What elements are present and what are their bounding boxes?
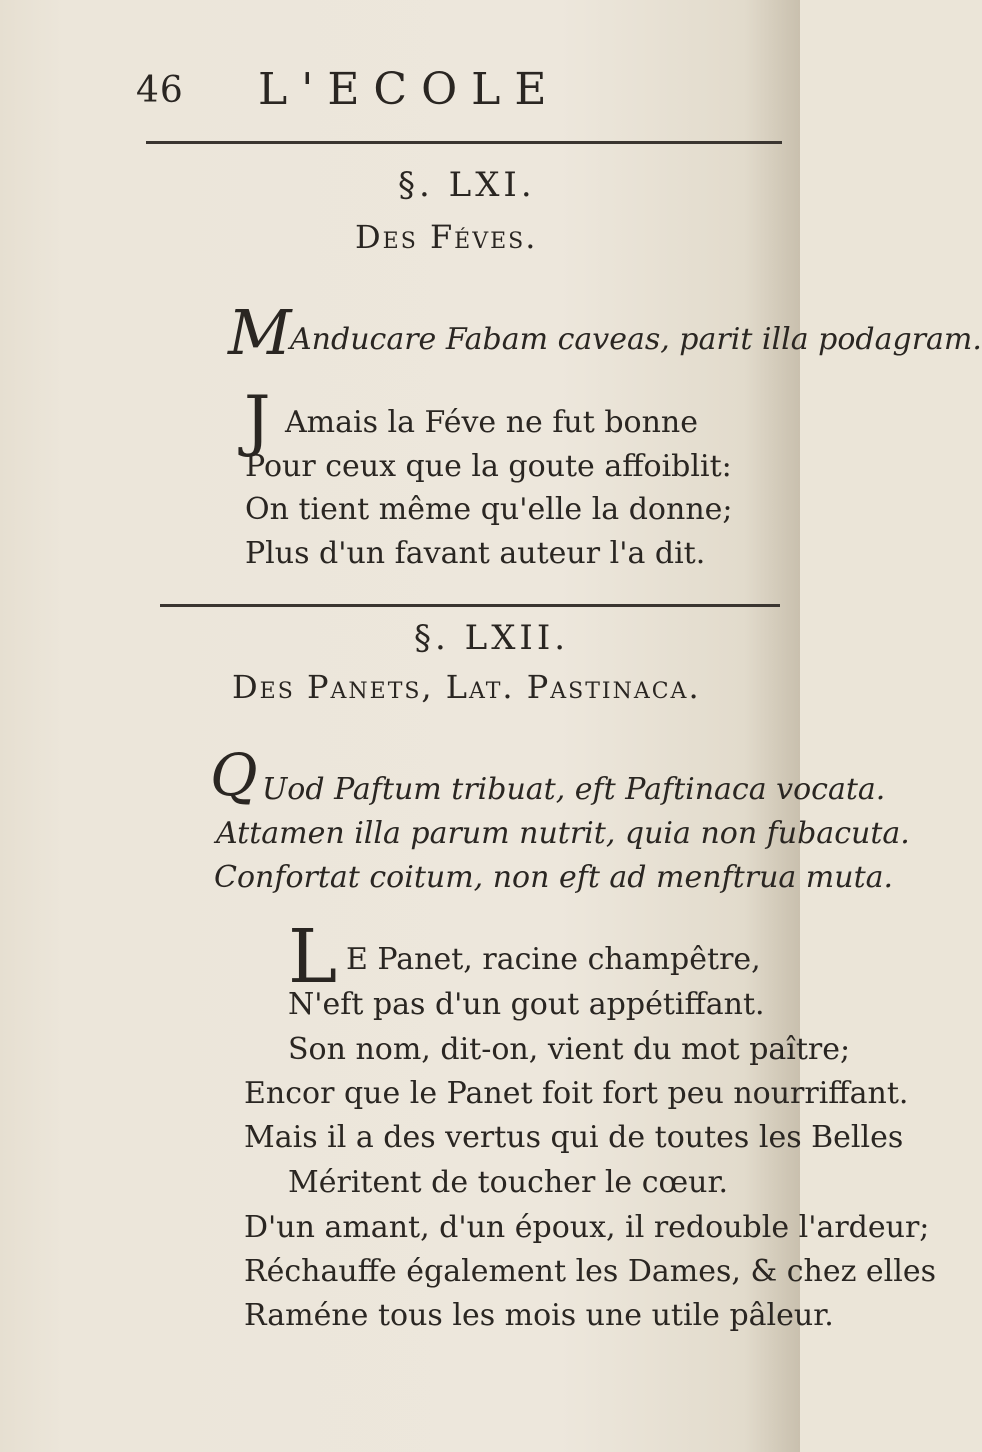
verse-line: Réchauffe également les Dames, & chez elles: [244, 1254, 937, 1289]
verse-line: D'un amant, d'un époux, il redouble l'ardeur;: [244, 1210, 930, 1245]
verse-line: Amais la Féve ne fut bonne: [285, 405, 698, 440]
verse-line: N'eft pas d'un gout appétiffant.: [288, 987, 765, 1022]
verse-line: Plus d'un favant auteur l'a dit.: [245, 536, 706, 571]
verse-initial-j: J: [244, 382, 271, 459]
verse-initial-l: L: [288, 914, 338, 1000]
verse-line: Méritent de toucher le cœur.: [288, 1165, 729, 1200]
latin-initial-m: M: [228, 296, 292, 369]
latin-initial-q: Q: [210, 741, 258, 809]
latin-line: Anducare Fabam caveas, parit illa podagram.: [290, 322, 982, 357]
header-rule: [146, 141, 782, 144]
section-number-lxi: §. LXI.: [398, 165, 536, 205]
verse-line: Mais il a des vertus qui de toutes les Belles: [244, 1120, 904, 1155]
latin-line: Confortat coitum, non eft ad menftrua muta.: [214, 860, 894, 895]
verse-line: On tient même qu'elle la donne;: [245, 492, 733, 527]
verse-line: E Panet, racine champêtre,: [346, 942, 761, 977]
verse-line: Pour ceux que la goute affoiblit:: [245, 449, 732, 484]
latin-line: Attamen illa parum nutrit, quia non fubacuta.: [216, 816, 910, 851]
verse-line: Raméne tous les mois une utile pâleur.: [244, 1298, 834, 1333]
section-title-panets: Des Panets, Lat. Pastinaca.: [232, 668, 701, 706]
running-head: L'ECOLE: [258, 64, 561, 115]
verse-line: Son nom, dit-on, vient du mot paître;: [288, 1032, 851, 1067]
verse-line: Encor que le Panet foit fort peu nourriffant.: [244, 1076, 909, 1111]
latin-line: Uod Paftum tribuat, eft Paftinaca vocata.: [262, 772, 886, 807]
section-divider-rule: [160, 604, 780, 607]
section-title-feves: Des Féves.: [355, 218, 538, 256]
section-number-lxii: §. LXII.: [414, 618, 570, 658]
page-number: 46: [136, 70, 184, 111]
